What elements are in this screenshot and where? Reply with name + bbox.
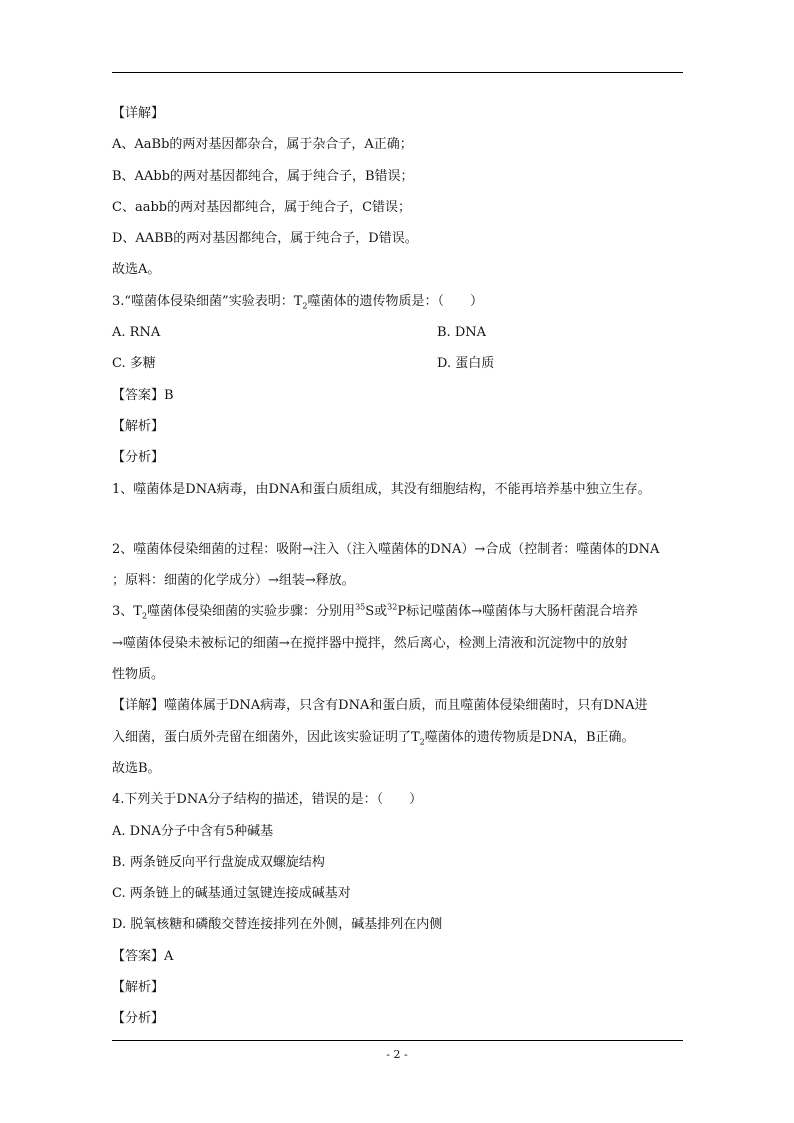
answer-line: 【答案】B [112, 387, 174, 403]
section-heading-breakdown: 【分析】 [112, 450, 165, 466]
detail-paragraph-cont: 入细菌，蛋白质外壳留在细菌外，因此该实验证明了$T_2$噬菌体的遗传物质是DNA，B正确。 [112, 729, 635, 747]
detail-paragraph: 【详解】噬菌体属于DNA病毒，只含有DNA和蛋白质，而且噬菌体侵染细菌时，只有DNA进 [112, 698, 648, 714]
section-heading-detail: 【详解】 [112, 106, 165, 121]
q4-option-c: C. 两条链上的碱基通过氢键连接成碱基对 [112, 886, 351, 902]
footer-rule [112, 1040, 683, 1041]
option-a: A. RNA [112, 325, 161, 341]
spacer [112, 505, 683, 534]
q4-option-d: D. 脱氧核糖和磷酸交替连接排列在外侧，碱基排列在内侧 [112, 917, 443, 933]
q4-option-a: A. DNA分子中含有5种碱基 [112, 823, 274, 839]
analysis-point-2: 2、噬菌体侵染细菌的过程：吸附→注入（注入噬菌体的DNA）→合成（控制者：噬菌体的DNA [112, 541, 660, 557]
question-3-options-row-2 [112, 348, 683, 379]
section-heading-breakdown-2: 【分析】 [112, 1011, 165, 1027]
explanation-line-b: B、AAbb的两对基因都纯合，属于纯合子，B错误； [112, 168, 414, 184]
section-heading-analysis: 【解析】 [112, 418, 165, 434]
section-heading-analysis-2: 【解析】 [112, 980, 165, 996]
analysis-point-1: 1、噬菌体是DNA病毒，由DNA和蛋白质组成，其没有细胞结构，不能再培养基中独立生存。 [112, 481, 651, 497]
answer-line-2: 【答案】A [112, 948, 174, 964]
explanation-line-d: D、AABB的两对基因都纯合，属于纯合子，D错误。 [112, 231, 418, 247]
question-4: 4.下列关于DNA分子结构的描述，错误的是：（ ） [112, 792, 423, 808]
question-3: 3.“噬菌体侵染细菌”实验表明：$T_2$噬菌体的遗传物质是：（ ） [112, 293, 483, 311]
conclusion-line: 故选A。 [112, 262, 161, 278]
q4-option-b: B. 两条链反向平行盘旋成双螺旋结构 [112, 854, 325, 870]
explanation-line-a: A、AaBb的两对基因都杂合，属于杂合子，A正确； [112, 137, 413, 153]
analysis-point-3-end: 性物质。 [112, 667, 165, 683]
option-b: B. DNA [437, 325, 487, 341]
option-c: C. 多糖 [112, 356, 156, 372]
option-d: D. 蛋白质 [437, 356, 495, 372]
header-rule [112, 72, 683, 73]
document-body [112, 98, 683, 1035]
question-3-options-row-1 [112, 317, 683, 348]
conclusion-line-2: 故选B。 [112, 760, 161, 776]
analysis-point-3-cont: →噬菌体侵染未被标记的细菌→在搅拌器中搅拌，然后离心，检测上清液和沉淀物中的放射 [112, 635, 628, 651]
analysis-point-2-cont: ；原料：细菌的化学成分）→组装→释放。 [112, 573, 355, 589]
explanation-line-c: C、aabb的两对基因都纯合，属于纯合子，C错误； [112, 199, 412, 215]
analysis-point-3: 3、$T_2$噬菌体侵染细菌的实验步骤：分别用$^{35}$S或$^{32}$P标记噬菌体→噬菌体与大肠杆菌混合培养 [112, 603, 638, 622]
page-number: - 2 - [386, 1048, 408, 1061]
